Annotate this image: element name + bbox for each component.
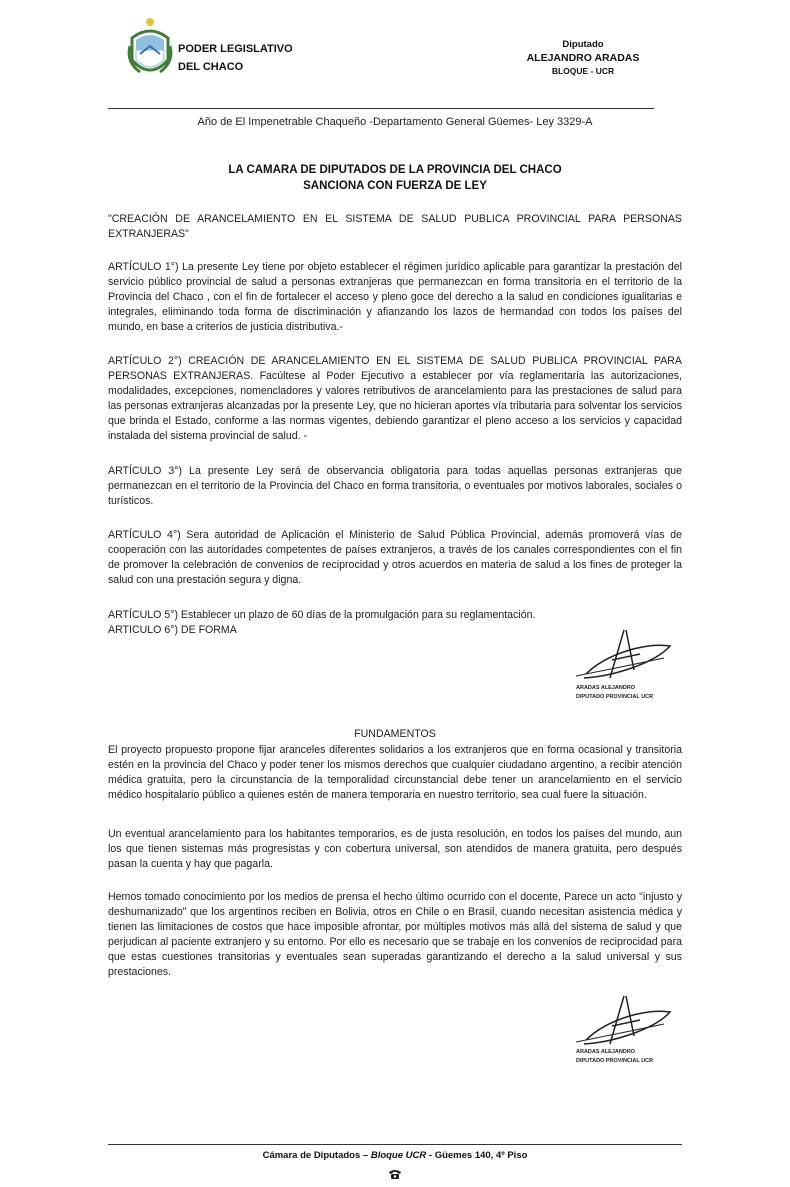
article-text: ARTÍCULO 2°) CREACIÓN DE ARANCELAMIENTO EN EL SISTEMA DE SALUD PUBLICA PROVINCIAL PARA PERSONAS EXTRANJERAS. Facúltese al Poder Ejecutivo a establecer por vía reglamentaria las autorizaciones, modalidades, excepciones, nomencladores y valores retributivos de arancelamiento para las prestaciones de salud para las personas extranjeras alcanzadas por la presente Ley, que no hicieran aportes vía tributaria para solventar los servicios que brinda el Estado, conforme a las normas vigentes, debiendo garantizar el pleno acceso a los servicios y capacidad instalada del sistema provincial de salud. - bbox=[108, 355, 682, 442]
fundamentos-paragraph-2 bbox=[108, 827, 682, 872]
paragraph-text: Hemos tomado conocimiento por los medios de prensa el hecho último ocurrido con el docente, Parece un acto "injusto y deshumanizado" que los argentinos reciben en Bolivia, otros en Chile o en Brasil, cuando necesitan asistencia médica y tienen las limitaciones de costos que hace imposible afrontar, por múltiples motivos más allá del sistema de salud y que perjudican al paciente extranjero y su entorno. Por ello es necesario que se trabaje en los convenios de reciprocidad para que estas cuestiones transitorias y eventuales sean superadas garantizando el derecho a la salud universal y sus prestaciones. bbox=[108, 891, 682, 978]
article-text: ARTÍCULO 3°) La presente Ley será de observancia obligatoria para todas aquellas personas extranjeras que permanezcan en el territorio de la Provincia del Chaco en forma transitoria, o eventuales por motivos laborales, sociales o turísticos. bbox=[108, 465, 682, 507]
header-divider bbox=[108, 108, 654, 109]
article-text: ARTÍCULO 4°) Sera autoridad de Aplicación el Ministerio de Salud Pública Provincial, además promoverá vías de cooperación con las autoridades competentes de países extranjeros, a través de los canales correspondientes con el fin de promover la celebración de convenios de reciprocidad y otros acuerdos en materia de salud a los fines de proteger la salud con una prestación segura y digna. bbox=[108, 529, 682, 586]
deputy-bloc: BLOQUE - UCR bbox=[551, 66, 615, 76]
signature-block bbox=[566, 990, 696, 1070]
deputy-name: ALEJANDRO ARADAS bbox=[526, 52, 640, 64]
signature-block bbox=[566, 624, 696, 704]
article-5 bbox=[108, 608, 682, 623]
telephone-icon bbox=[388, 1168, 402, 1180]
fundamentos-paragraph-3 bbox=[108, 890, 682, 979]
article-2 bbox=[108, 354, 682, 443]
footer-address bbox=[108, 1150, 682, 1161]
signature-name: ARADAS ALEJANDRO bbox=[576, 1049, 636, 1055]
article-3 bbox=[108, 464, 682, 509]
paragraph-text: Un eventual arancelamiento para los habitantes temporarios, es de justa resolución, en todos los países del mundo, aun los que tienen sistemas más progresistas y con cobertura universal, son atendidos de manera gratuita, pero después pasan la cuenta y hay que pagarla. bbox=[108, 828, 682, 870]
signature-scribble bbox=[566, 624, 686, 686]
article-text: ARTÍCULO 5°) Establecer un plazo de 60 días de la promulgación para su reglamentación. bbox=[108, 609, 536, 621]
signature-scribble bbox=[566, 990, 686, 1052]
paragraph-text: El proyecto propuesto propone fijar aranceles diferentes solidarios a los extranjeros que en forma ocasional y transitoria estén en la provincia del Chaco y poder tener los mismos derechos que cualquier ciudadano argentino, a recibir atención médica gratuita, pero la circunstancia de la temporalidad circunstancial debe tener un arancelamiento en el servicio médico hospitalario público a quienes estén de manera temporaria en nuestro territorio, sea cual fuere la situación. bbox=[108, 744, 682, 801]
province-seal-icon bbox=[126, 16, 174, 82]
article-text: ARTÍCULO 1°) La presente Ley tiene por objeto establecer el régimen jurídico aplicable para garantizar la prestación del servicio público provincial de salud a personas extranjeras que permanezcan en forma transitoria en el territorio de la Provincia del Chaco , con el fin de fortalecer el acceso y pleno goce del derecho a la salud en condiciones igualitarias e integrales, eliminando toda forma de discriminación y afianzando los lazos de hermandad con todos los países del mundo, en base a criterios de justicia distributiva.- bbox=[108, 261, 682, 333]
organization-name bbox=[178, 40, 293, 76]
signature-role: DIPUTADO PROVINCIAL UCR bbox=[576, 1058, 654, 1064]
document-title bbox=[100, 162, 690, 194]
footer-street: - Güemes 140, 4º Piso bbox=[426, 1150, 528, 1161]
footer-divider bbox=[108, 1144, 682, 1145]
year-line: Año de El Impenetrable Chaqueño -Departamento General Güemes- Ley 3329-A bbox=[197, 116, 593, 128]
article-1 bbox=[108, 260, 682, 335]
article-text: ARTICULO 6°) DE FORMA bbox=[108, 624, 237, 636]
org-line-2: DEL CHACO bbox=[178, 61, 244, 73]
org-line-1: PODER LEGISLATIVO bbox=[178, 43, 293, 55]
footer-chamber: Cámara de Diputados – bbox=[262, 1150, 371, 1161]
fundamentos-paragraph-1 bbox=[108, 743, 682, 803]
signature-role: DIPUTADO PROVINCIAL UCR bbox=[576, 694, 654, 700]
signature-name: ARADAS ALEJANDRO bbox=[576, 685, 636, 691]
fundamentos-title: FUNDAMENTOS bbox=[354, 728, 436, 740]
footer-bloc: Bloque UCR bbox=[370, 1150, 427, 1161]
title-line-2: SANCIONA CON FUERZA DE LEY bbox=[303, 180, 487, 192]
law-name-text: "CREACIÓN DE ARANCELAMIENTO EN EL SISTEMA DE SALUD PUBLICA PROVINCIAL PARA PERSONAS EXTRANJERAS" bbox=[108, 213, 682, 240]
deputy-block bbox=[508, 38, 658, 78]
title-line-1: LA CAMARA DE DIPUTADOS DE LA PROVINCIA DEL CHACO bbox=[228, 164, 562, 176]
law-name bbox=[108, 212, 682, 242]
deputy-label: Diputado bbox=[562, 39, 604, 50]
article-4 bbox=[108, 528, 682, 588]
